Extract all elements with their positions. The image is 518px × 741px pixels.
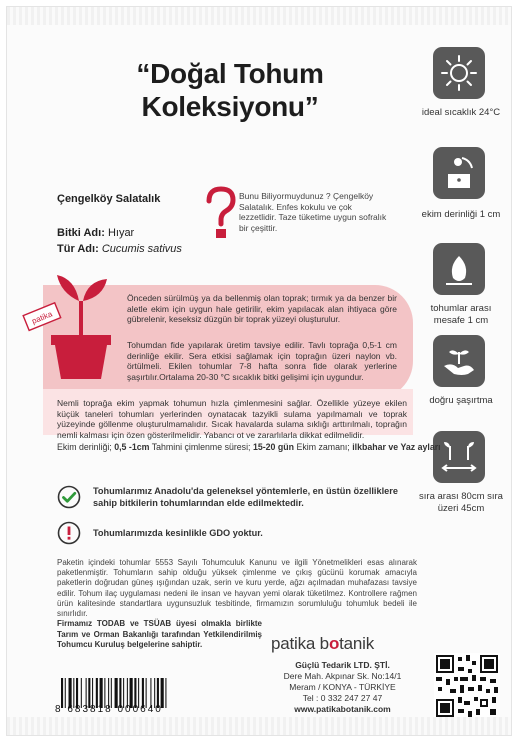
brand-part2: o: [328, 634, 340, 653]
seed-in-soil-icon: [433, 147, 485, 199]
tur-adi-label: Tür Adı:: [57, 243, 99, 255]
company-address2: Meram / KONYA - TÜRKİYE: [289, 682, 396, 692]
germ-info-value: 15-20 gün: [252, 442, 295, 452]
time-info-value: ilkbahar ve Yaz ayları: [352, 442, 441, 452]
seedling-spacing-icon: [433, 243, 485, 295]
row-spacing-label: sıra arası 80cm sıra üzeri 45cm: [419, 491, 503, 514]
company-phone: Tel : 0 332 247 27 47: [302, 693, 383, 703]
tradition-note: Tohumlarımız Anadolu'da geleneksel yöntemlerle, en üstün özelliklere sahip bitkilerin tohumlarından elde edilmektedir.: [93, 486, 398, 508]
germ-info-label: Tahmini çimlenme süresi;: [151, 442, 251, 452]
watering-paragraph: Nemli toprağa ekim yapmak tohumun hızla çimlenmesini sağlar. Özellikle yüzeye ekilen küçük taneleri tohumları yerlerinden oynatacak tazyikli sulama yapılmamalı ve toprak yüzeyinde göllenme oluşturulmamalıdır. Sıcak havalarda sulama sıklığı arttırılmalı, toprağın nemli kalması için özen gösterilmelidir. Yabancı ot ve zararlılarla dikkat edilmelidir.: [57, 398, 407, 440]
pot-tag-label: patika: [30, 309, 54, 326]
check-icon: [57, 485, 81, 509]
bitki-adi-line: [57, 227, 134, 239]
depth-label: ekim derinliği 1 cm: [421, 209, 501, 220]
certification-text: Firmamız TODAB ve TSÜAB üyesi olmakla birlikte Tarım ve Orman Bakanlığı tarafından Yetkilendirilmiş Tohumcu Kuruluş belgelerine sahiptir.: [57, 619, 262, 649]
row-spacing-icon: [433, 431, 485, 483]
brand-part1: patika b: [271, 634, 329, 653]
barcode-number: 8 683818 000640: [55, 704, 163, 715]
depth-info-label: Ekim derinliği;: [57, 442, 112, 452]
bitki-adi-label: Bitki Adı:: [57, 227, 105, 239]
seedling-paragraph: Tohumdan fide yapılarak üretim tavsiye edilir. Tavlı toprağa 0,5-1 cm derinliğe ekilir. Sera etkisi sağlamak için toprağın üzeri naylon vb. örtülmeli. Ekilen tohumlar 7-8 hafta sonra fide olarak yerlerine şaşırtılır.Ortalama 20-30 °C sıcaklık bitki gelişimi için uygundur.: [127, 340, 397, 382]
transplant-label: doğru şaşırtma: [429, 395, 493, 406]
seed-packet: [6, 6, 512, 736]
potted-plant-icon: [21, 265, 116, 380]
company-address1: Dere Mah. Akpınar Sk. No:14/1: [283, 671, 402, 681]
time-info-label: Ekim zamanı;: [296, 442, 350, 452]
legal-text: Paketin içindeki tohumlar 5553 Sayılı Tohumculuk Kanunu ve ilgili Yönetmelikleri esas alınarak paketlenmiştir. Tohumların sahip olduğu yüksek çimlenme ve çıkış gücünü korumak amacıyla paketlerin doğrudan güneş ışığından uzak, serin ve kuru yerde, ağzı açılmadan muhafazası tavsiye edilir. Tohum ilaç uygulaması nedeni ile insan ve hayvan yemi olarak tüketilmez. Kontrollere rağmen ürün kalitesinde standartlara uygunsuzluk tesbitinde, firmamızın sorumluluğu tohumluk bedeli ile sınırlıdır.: [57, 558, 417, 619]
gmo-free-note: Tohumlarımızda kesinlikle GDO yoktur.: [93, 528, 263, 538]
top-seal: [7, 7, 511, 25]
company-name: Güçlü Tedarik LTD. ŞTİ.: [295, 660, 390, 670]
qr-code: [434, 653, 500, 719]
transplant-hands-icon: [433, 335, 485, 387]
planting-info: [57, 442, 441, 452]
brand-part3: tanik: [339, 634, 375, 653]
headline: “Doğal Tohum Koleksiyonu”: [136, 58, 324, 122]
soil-prep-paragraph: Önceden sürülmüş ya da bellenmiş olan toprak; tırmık ya da benzer bir aletle ekim için uygun hale getirilir, ekim yapılacak alan ihtiyaca göre gübrelenir, keseksiz düzgün bir toprak yüzeyi oluşturulur.: [127, 293, 397, 324]
warning-icon: [57, 521, 81, 545]
brand-logo: [271, 634, 374, 654]
spacing-label: tohumlar arası mesafe 1 cm: [430, 303, 492, 326]
plant-name: Çengelköy Salatalık: [57, 193, 161, 205]
company-website: www.patikabotanik.com: [294, 704, 391, 714]
question-mark-icon: [201, 185, 241, 245]
tur-adi-value: Cucumis sativus: [101, 243, 182, 255]
bitki-adi-value: Hıyar: [107, 227, 135, 239]
temp-label: ideal sıcaklık 24°C: [421, 107, 501, 118]
company-info: [275, 660, 410, 715]
sun-icon: [433, 47, 485, 99]
depth-info-value: 0,5 -1cm: [114, 442, 150, 452]
bottom-seal: [7, 717, 511, 735]
did-you-know-text: Bunu Biliyormuydunuz ? Çengelköy Salatalık. Enfes kokulu ve çok lezzetlidir. Taze tüketime uygun sofralık bir çeşittir.: [239, 191, 387, 233]
tur-adi-line: [57, 243, 182, 255]
